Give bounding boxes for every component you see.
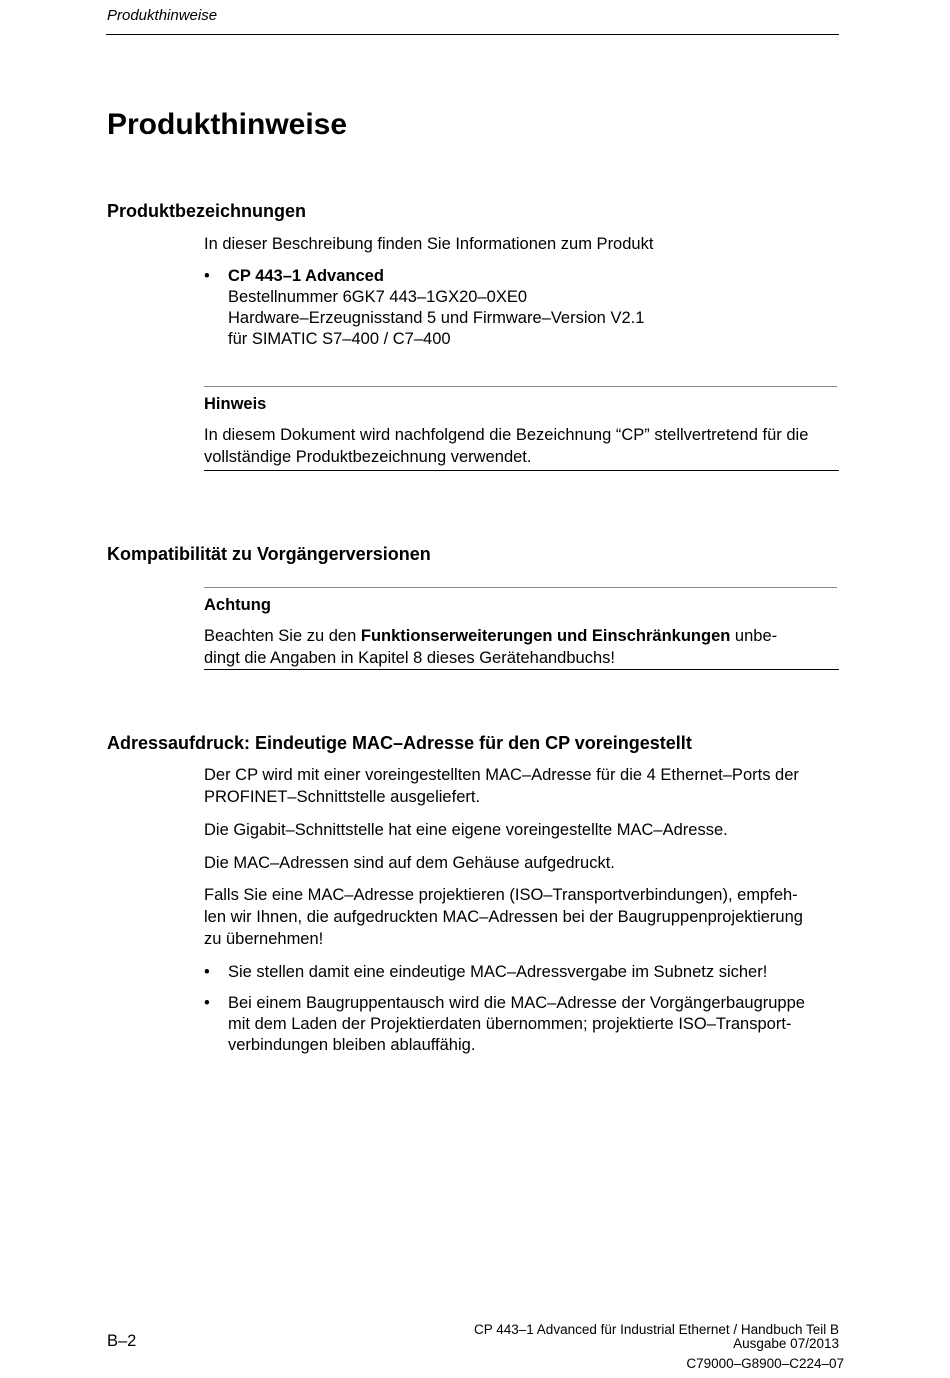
note-text-line2: vollständige Produktbezeichnung verwendet.	[204, 448, 532, 466]
caution-title: Achtung	[204, 596, 271, 614]
note-top-rule	[204, 386, 837, 387]
section-heading-kompatibilitaet: Kompatibilität zu Vorgängerversionen	[107, 544, 431, 564]
mac-bullet-1-text: Sie stellen damit eine eindeutige MAC–Adressvergabe im Subnetz sicher!	[228, 963, 768, 981]
section-heading-adressaufdruck: Adressaufdruck: Eindeutige MAC–Adresse für den CP voreingestellt	[107, 733, 692, 753]
mac-p3-line1: Die MAC–Adressen sind auf dem Gehäuse aufgedruckt.	[204, 854, 615, 872]
caution-text-bold: Funktionserweiterungen und Einschränkungen	[360, 627, 731, 645]
section1-intro: In dieser Beschreibung finden Sie Informationen zum Produkt	[204, 235, 654, 253]
bullet-marker: •	[204, 963, 210, 981]
note-text	[204, 424, 838, 468]
product-platform: für SIMATIC S7–400 / C7–400	[228, 330, 451, 348]
page-title: Produkthinweise	[107, 108, 348, 141]
footer-edition: Ausgabe 07/2013	[733, 1336, 839, 1351]
product-hw-fw: Hardware–Erzeugnisstand 5 und Firmware–Version V2.1	[228, 309, 645, 327]
product-name: CP 443–1 Advanced	[228, 267, 384, 285]
mac-p1-line1: Der CP wird mit einer voreingestellten MAC–Adresse für die 4 Ethernet–Ports der	[204, 766, 799, 784]
footer-manual-title: CP 443–1 Advanced für Industrial Ethernet / Handbuch Teil B	[474, 1322, 839, 1337]
mac-paragraph-2	[204, 819, 838, 841]
caution-text-line1	[204, 625, 838, 647]
page-number: B–2	[107, 1332, 137, 1350]
bullet-marker: •	[204, 994, 210, 1012]
header-rule	[106, 34, 839, 35]
bullet-marker: •	[204, 267, 210, 285]
caution-top-rule	[204, 587, 837, 588]
caution-text-line2: dingt die Angaben in Kapitel 8 dieses Gerätehandbuchs!	[204, 649, 615, 667]
caution-bottom-rule	[204, 669, 839, 670]
mac-p4-line2: len wir Ihnen, die aufgedruckten MAC–Adressen bei der Baugruppenprojektierung	[204, 908, 803, 926]
mac-paragraph-4	[204, 884, 838, 950]
mac-paragraph-3	[204, 852, 838, 874]
mac-p4-line3: zu übernehmen!	[204, 930, 324, 948]
mac-p2-line1: Die Gigabit–Schnittstelle hat eine eigene voreingestellte MAC–Adresse.	[204, 821, 728, 839]
mac-paragraph-1	[204, 764, 838, 808]
note-bottom-rule	[204, 470, 839, 471]
note-text-line1: In diesem Dokument wird nachfolgend die Bezeichnung “CP” stellvertretend für die	[204, 426, 809, 444]
footer-doc-id: C79000–G8900–C224–07	[686, 1356, 844, 1371]
caution-text-pre: Beachten Sie zu den	[204, 627, 361, 645]
product-order-number: Bestellnummer 6GK7 443–1GX20–0XE0	[228, 288, 528, 306]
mac-bullet-2-line2: mit dem Laden der Projektierdaten übernommen; projektierte ISO–Transport-	[228, 1015, 792, 1033]
section-heading-produktbezeichnungen: Produktbezeichnungen	[107, 201, 307, 221]
running-header: Produkthinweise	[107, 7, 218, 24]
note-title: Hinweis	[204, 395, 267, 413]
caution-text-post: unbe-	[730, 627, 778, 645]
caution-text	[204, 625, 838, 669]
mac-p4-line1: Falls Sie eine MAC–Adresse projektieren (ISO–Transportverbindungen), empfeh-	[204, 886, 798, 904]
mac-bullet-2-line1: Bei einem Baugruppentausch wird die MAC–Adresse der Vorgängerbaugruppe	[228, 994, 805, 1012]
mac-p1-line2: PROFINET–Schnittstelle ausgeliefert.	[204, 788, 481, 806]
mac-bullet-2-line3: verbindungen bleiben ablauffähig.	[228, 1036, 476, 1054]
